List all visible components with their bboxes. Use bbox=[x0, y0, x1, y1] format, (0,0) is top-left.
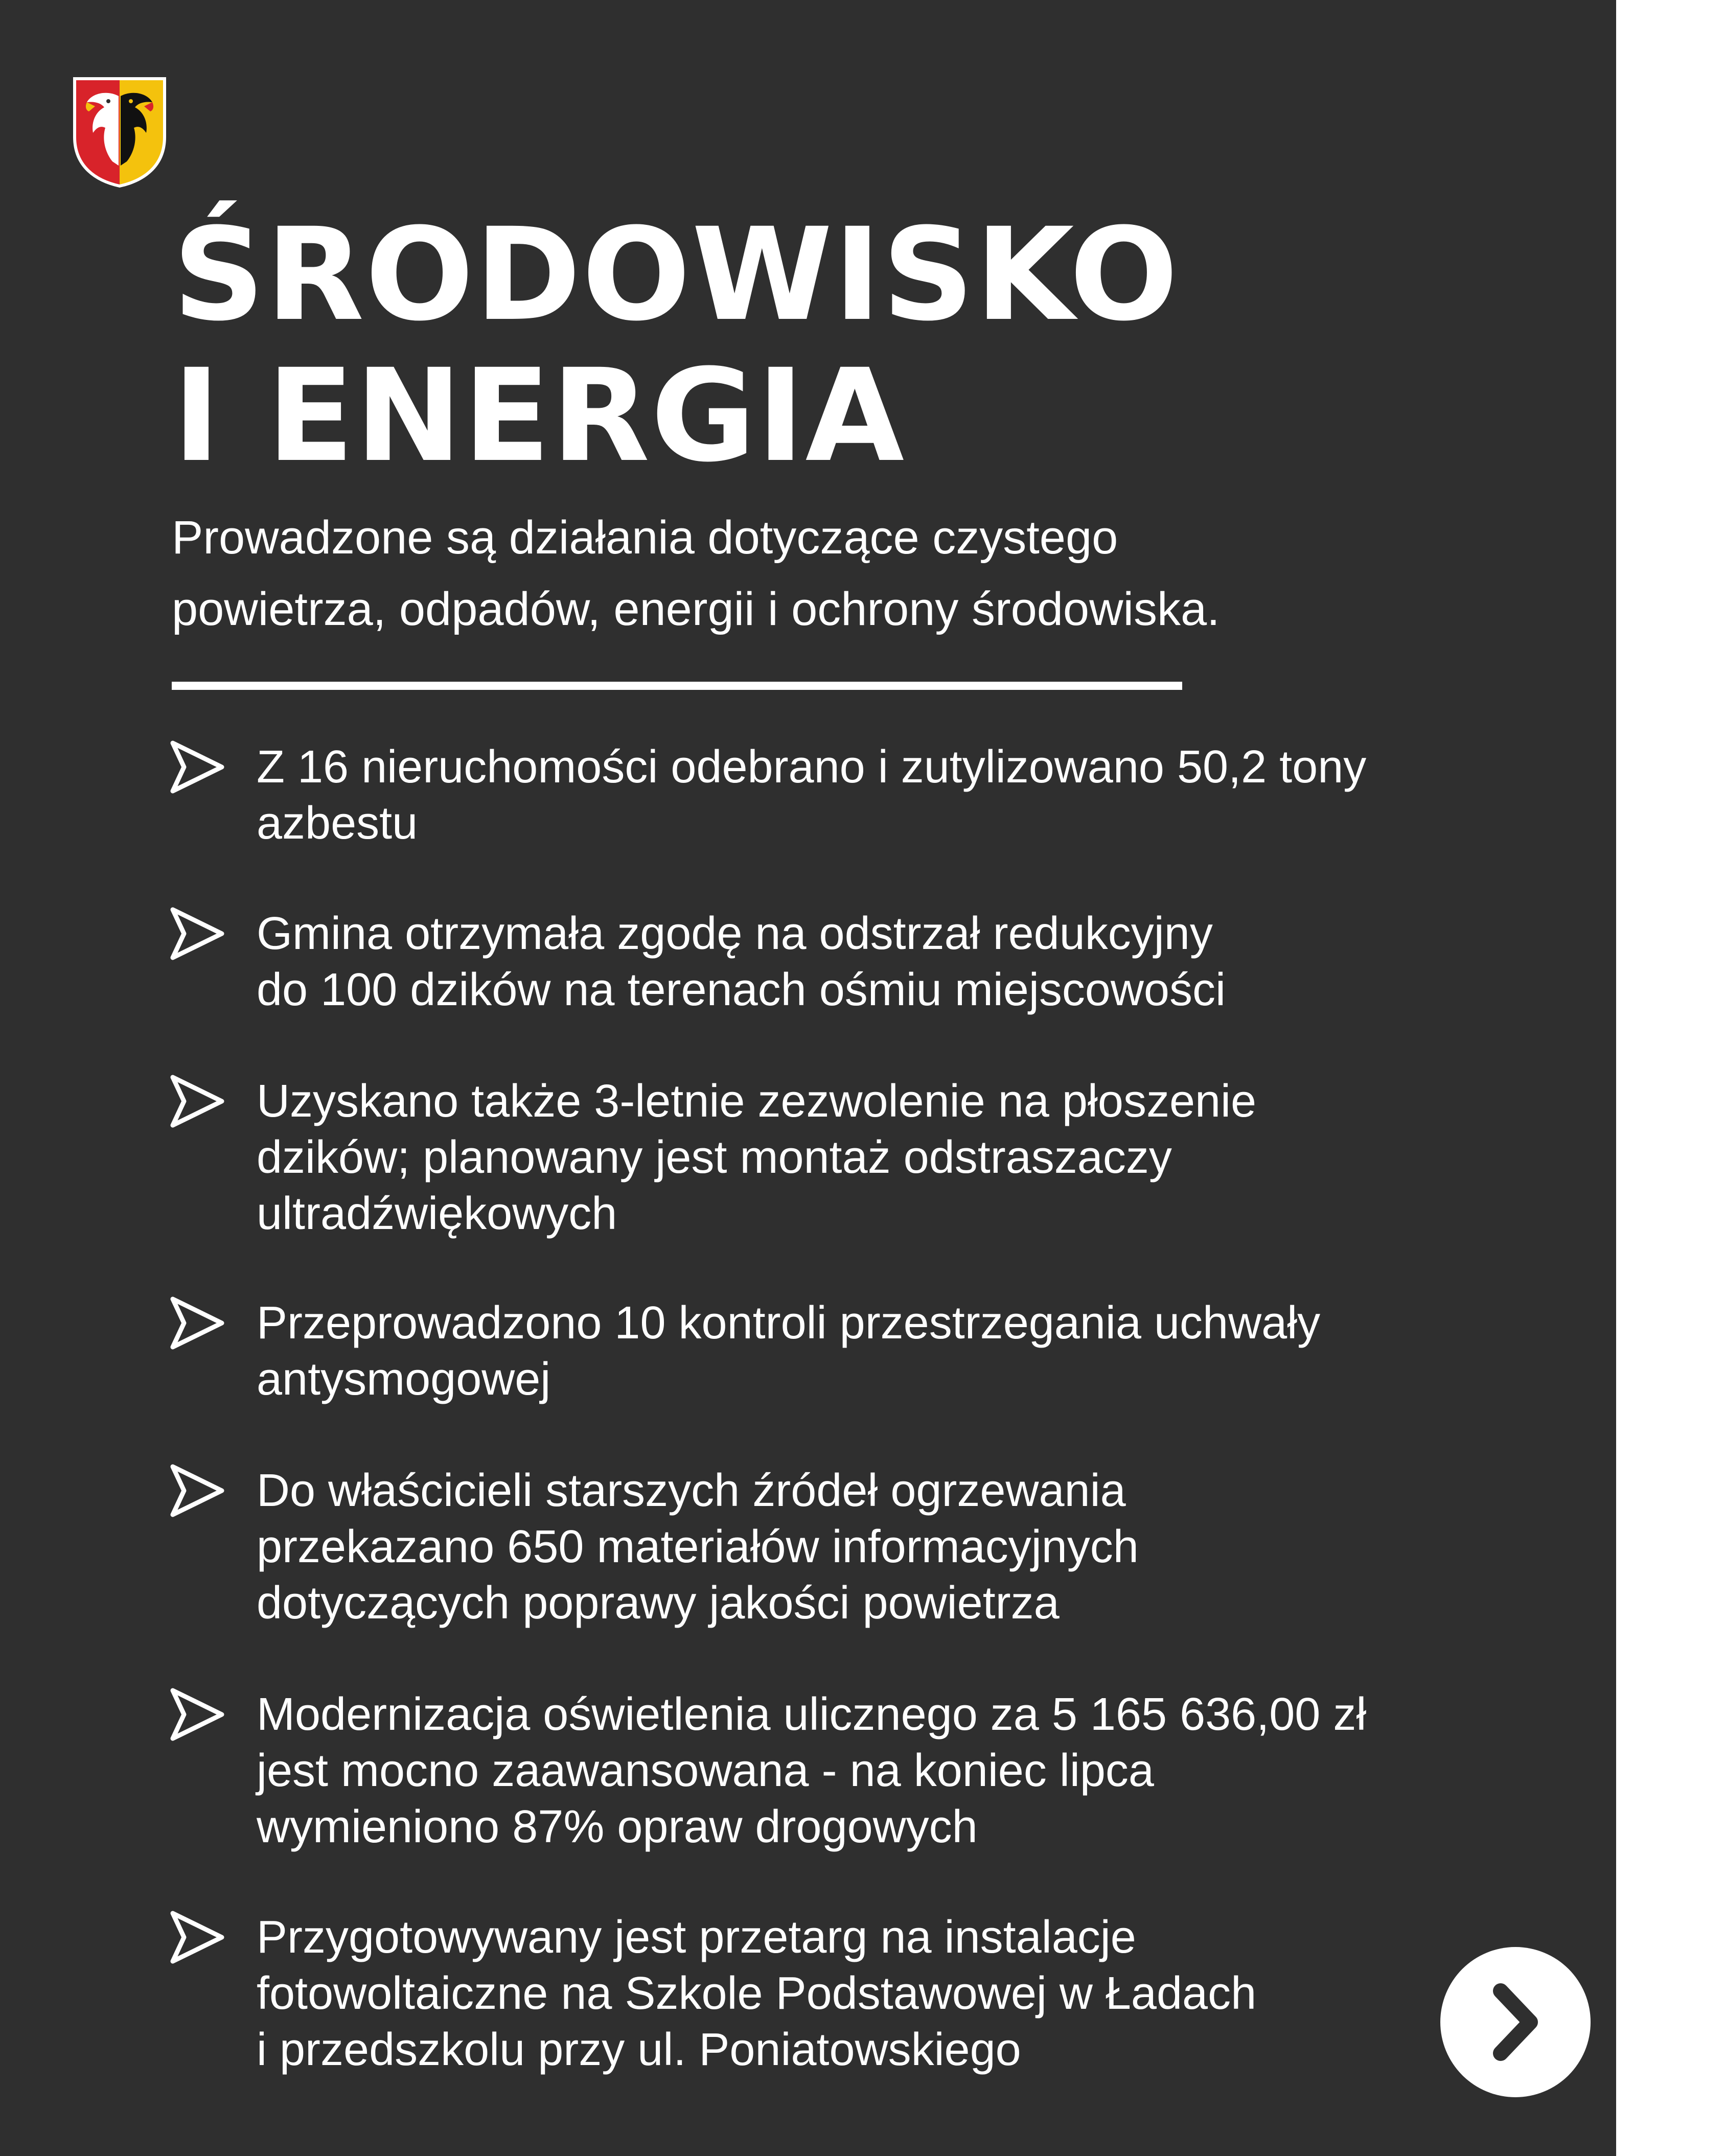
list-item-line: dzików; planowany jest montaż odstraszaczy bbox=[257, 1132, 1172, 1183]
coat-of-arms-icon bbox=[72, 76, 168, 188]
list-item-line: antysmogowej bbox=[257, 1354, 551, 1405]
list-item-line: dotyczących poprawy jakości powietrza bbox=[257, 1578, 1060, 1629]
send-arrow-icon bbox=[169, 1295, 226, 1351]
title-line: ŚRODOWISKO bbox=[173, 200, 1179, 349]
list-item-line: Z 16 nieruchomości odebrano i zutylizowano 50,2 tony bbox=[257, 741, 1367, 793]
send-arrow-icon bbox=[169, 739, 226, 795]
list-item-line: Do właścicieli starszych źródeł ogrzewania bbox=[257, 1465, 1126, 1516]
list-item-line: wymieniono 87% opraw drogowych bbox=[257, 1801, 978, 1852]
title-line: I ENERGIA bbox=[173, 341, 906, 490]
list-item-line: Modernizacja oświetlenia ulicznego za 5 165 636,00 zł bbox=[257, 1689, 1367, 1740]
send-arrow-icon bbox=[169, 1909, 226, 1965]
list-item-text bbox=[257, 1686, 1688, 1855]
list-item-line: przekazano 650 materiałów informacyjnych bbox=[257, 1521, 1139, 1572]
list-item-line: Przygotowywany jest przetarg na instalacje bbox=[257, 1912, 1136, 1963]
list-item-line: Uzyskano także 3-letnie zezwolenie na płoszenie bbox=[257, 1076, 1257, 1127]
list-item-line: fotowoltaiczne na Szkole Podstawowej w Ładach bbox=[257, 1968, 1257, 2019]
list-item-line: Gmina otrzymała zgodę na odstrzał redukcyjny bbox=[257, 908, 1213, 959]
list-item-line: i przedszkolu przy ul. Poniatowskiego bbox=[257, 2024, 1021, 2075]
intro-line: powietrza, odpadów, energii i ochrony środowiska. bbox=[172, 583, 1220, 635]
list-item-line: azbestu bbox=[257, 798, 418, 849]
list-item-text bbox=[257, 1073, 1688, 1242]
send-arrow-icon bbox=[169, 906, 226, 962]
page-title bbox=[173, 200, 1179, 490]
list-item-text bbox=[257, 906, 1688, 1018]
next-slide-button[interactable] bbox=[1440, 1947, 1591, 2097]
send-arrow-icon bbox=[169, 1073, 226, 1129]
list-item-line: jest mocno zaawansowana - na koniec lipca bbox=[257, 1745, 1154, 1796]
list-item-line: ultradźwiękowych bbox=[257, 1188, 617, 1239]
list-item-line: Przeprowadzono 10 kontroli przestrzegania uchwały bbox=[257, 1297, 1321, 1349]
send-arrow-icon bbox=[169, 1463, 226, 1519]
list-item-text bbox=[257, 1295, 1688, 1407]
intro-line: Prowadzone są działania dotyczące czystego bbox=[172, 512, 1118, 564]
send-arrow-icon bbox=[169, 1686, 226, 1743]
intro-text bbox=[172, 502, 1501, 645]
list-item-text bbox=[257, 739, 1688, 851]
list-item-line: do 100 dzików na terenach ośmiu miejscowości bbox=[257, 964, 1226, 1015]
divider bbox=[172, 682, 1182, 690]
page-margin bbox=[1616, 0, 1725, 2156]
list-item-text bbox=[257, 1463, 1688, 1631]
chevron-right-icon bbox=[1440, 1947, 1591, 2097]
